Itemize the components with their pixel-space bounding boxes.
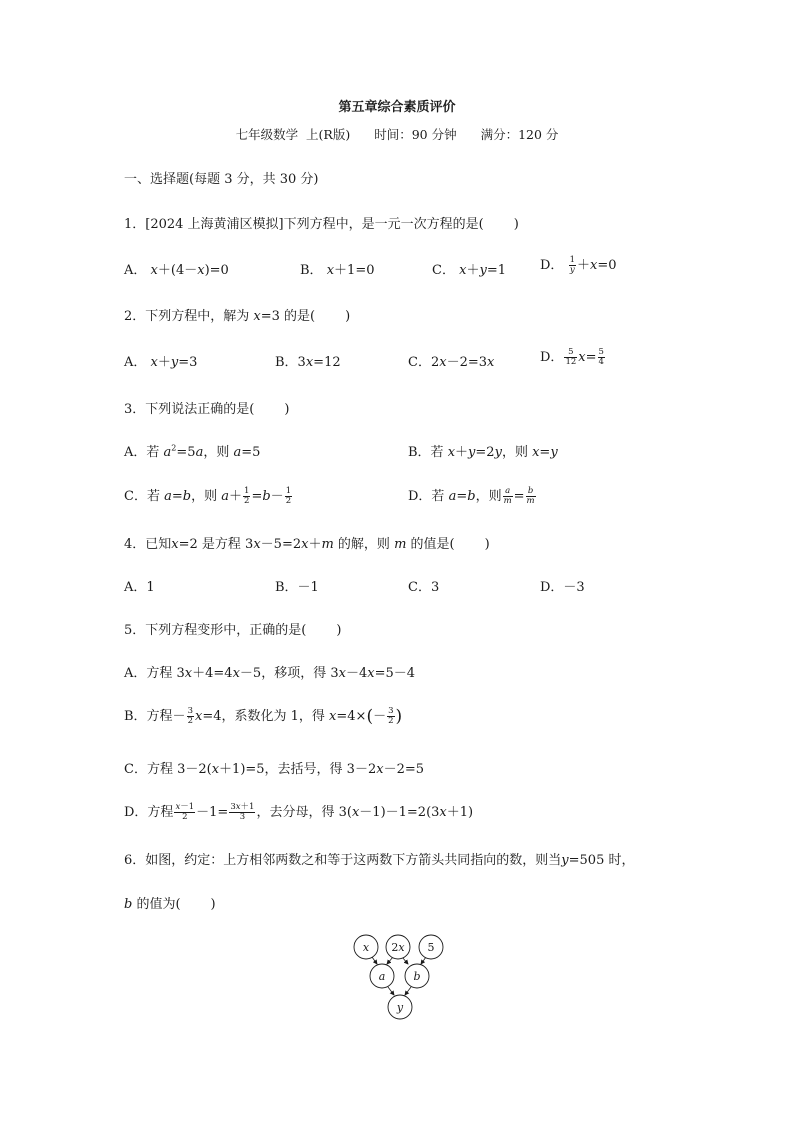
question-4-stem: 4．已知x=2 是方程 3x－5=2x＋m 的解，则 m 的值是( ) xyxy=(124,537,490,552)
question-2-stem: 2．下列方程中，解为 x=3 的是( ) xyxy=(124,309,351,324)
question-3-option-b[interactable]: B．若 x＋y=2y，则 x=y xyxy=(408,445,558,460)
question-3-stem: 3．下列说法正确的是( ) xyxy=(124,402,290,417)
question-4-option-b[interactable]: B．－1 xyxy=(275,580,319,595)
question-2-option-d[interactable]: D． $\frac{5}{12}$ x= $\frac{5}{4}$ xyxy=(540,347,604,367)
question-1-option-b[interactable]: B． x＋1=0 xyxy=(300,263,375,278)
question-4-option-a[interactable]: A．1 xyxy=(124,580,155,595)
grade-label: 七年级数学 上(R版) xyxy=(235,127,351,142)
question-2-option-b[interactable]: B．3x=12 xyxy=(275,355,341,370)
node-5-label: 5 xyxy=(427,941,435,954)
question-1-stem: 1．[2024 上海黄浦区模拟]下列方程中，是一元一次方程的是( ) xyxy=(124,217,519,232)
node-2x-label: 2x xyxy=(391,941,405,954)
question-3-option-a[interactable]: A．若 $a^2=5a$，则 a=5 xyxy=(124,443,261,460)
question-1-option-d[interactable]: D． $\frac{1}{y}$ ＋x=0 xyxy=(540,255,617,275)
page-subtitle xyxy=(0,125,794,143)
section-heading: 一、选择题(每题 3 分，共 30 分) xyxy=(124,172,319,187)
score-label: 满分：120 分 xyxy=(480,127,559,142)
question-2-option-c[interactable]: C．2x－2=3x xyxy=(408,355,495,370)
sum-tree-diagram xyxy=(340,925,460,1025)
edge-b-y xyxy=(405,987,411,995)
edge-5-b xyxy=(421,957,426,964)
question-5-option-b[interactable]: B．方程－ $\frac{3}{2}$ x=4，系数化为 1，得 x=4×(－ $\frac{3}{2}$ ) xyxy=(124,706,403,727)
node-y-label: y xyxy=(396,1001,404,1014)
question-6-stem-line2: b 的值为( ) xyxy=(124,897,216,912)
page-title: 第五章综合素质评价 xyxy=(338,100,456,115)
edge-2x-a xyxy=(387,957,393,964)
question-1-option-c[interactable]: C． x＋y=1 xyxy=(432,263,506,278)
node-x-label: x xyxy=(362,941,370,954)
edge-x-a xyxy=(372,957,377,964)
question-5-option-a[interactable]: A．方程 3x＋4=4x－5，移项，得 3x－4x=5－4 xyxy=(124,666,416,681)
question-5-option-c[interactable]: C．方程 3－2(x＋1)=5，去括号，得 3－2x－2=5 xyxy=(124,762,425,777)
question-5-stem: 5．下列方程变形中，正确的是( ) xyxy=(124,623,342,638)
time-label: 时间：90 分钟 xyxy=(374,127,457,142)
question-4-option-c[interactable]: C．3 xyxy=(408,580,440,595)
question-4-option-d[interactable]: D．－3 xyxy=(540,580,585,595)
question-3-option-c[interactable]: C．若 a=b，则 a＋ $\frac{1}{2}$ =b－ $\frac{1}{2}$ xyxy=(124,486,292,506)
node-a-label: a xyxy=(378,970,386,983)
edge-a-y xyxy=(388,987,394,995)
question-2-option-a[interactable]: A． x＋y=3 xyxy=(124,355,198,370)
question-6-stem: 6．如图，约定：上方相邻两数之和等于这两数下方箭头共同指向的数，则当y=505 时， xyxy=(124,853,635,868)
question-3-option-d[interactable]: D．若 a=b，则 $\frac{a}{m}$ = $\frac{b}{m}$ xyxy=(408,486,535,506)
node-b-label: b xyxy=(413,970,421,983)
question-5-option-d[interactable]: D．方程 $\frac{x-1}{2}$ －1= $\frac{3x+1}{3}$ ，去分母，得 3(x－1)－1=2(3x＋1) xyxy=(124,802,474,822)
question-1-option-a[interactable]: A． x＋(4－x)=0 xyxy=(124,263,229,278)
